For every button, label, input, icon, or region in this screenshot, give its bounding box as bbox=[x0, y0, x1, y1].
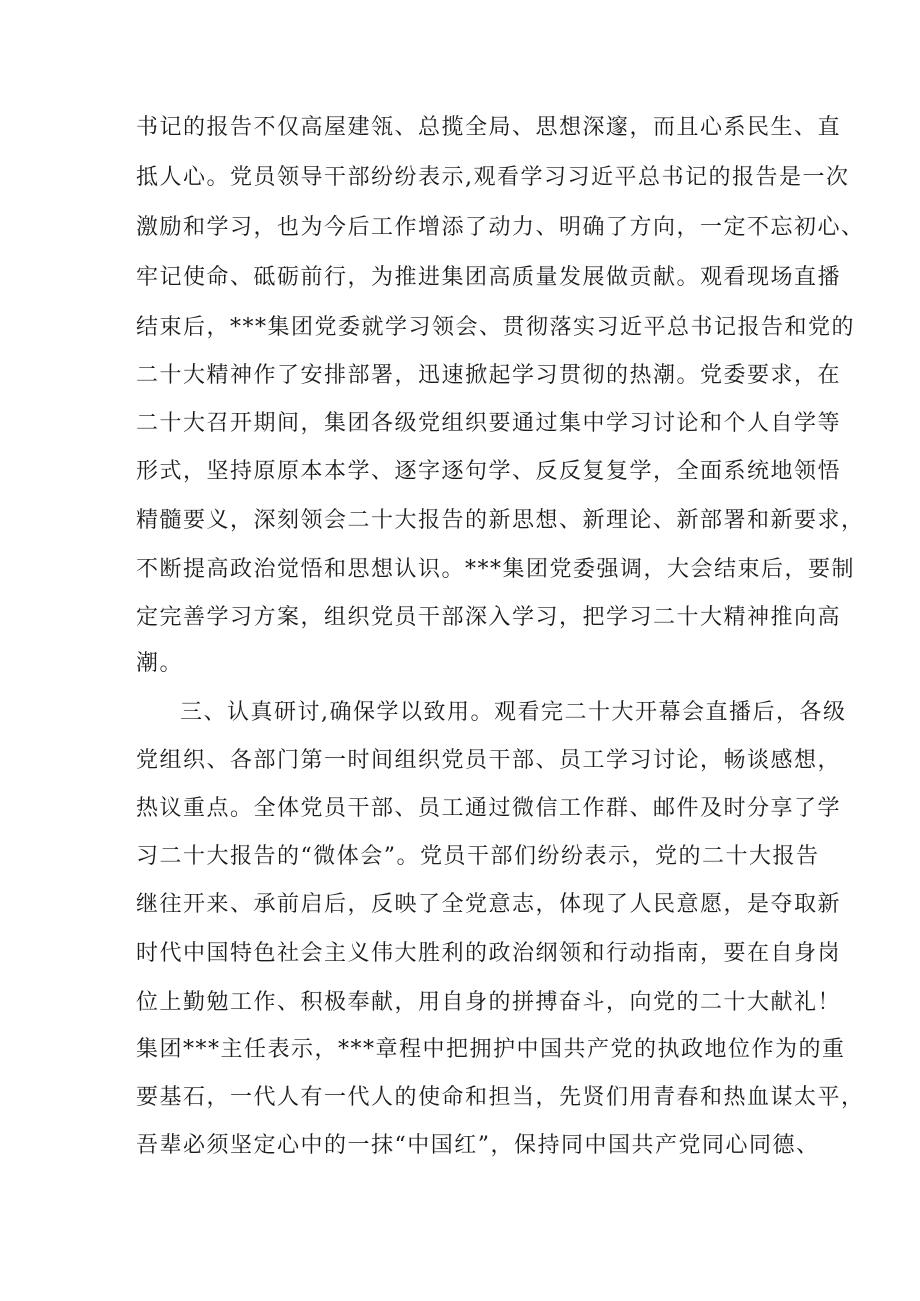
paragraph-1-line-5: 结束后，***集团党委就学习领会、贯彻落实习近平总书记报告和党的 bbox=[136, 315, 856, 340]
paragraph-2-line-2: 党组织、各部门第一时间组织党员干部、员工学习讨论，畅谈感想， bbox=[136, 748, 842, 773]
paragraph-1-line-8: 形式，坚持原原本本学、逐字逐句学、反反复复学，全面系统地领悟 bbox=[136, 459, 842, 484]
paragraph-1-line-4: 牢记使命、砥砺前行，为推进集团高质量发展做贡献。观看现场直播 bbox=[136, 265, 842, 290]
paragraph-1-line-2: 抵人心。党员领导干部纷纷表示,观看学习习近平总书记的报告是一次 bbox=[136, 165, 850, 190]
paragraph-2-line-10: 吾辈必须坚定心中的一抹“中国红”，保持同中国共产党同心同德、 bbox=[136, 1133, 820, 1158]
paragraph-2-line-3: 热议重点。全体党员干部、员工通过微信工作群、邮件及时分享了学 bbox=[136, 796, 842, 821]
paragraph-2-line-9: 要基石，一代人有一代人的使命和担当，先贤们用青春和热血谋太平， bbox=[136, 1085, 865, 1110]
paragraph-1-line-3: 激励和学习，也为今后工作增添了动力、明确了方向，一定不忘初心、 bbox=[136, 215, 865, 240]
paragraph-2-line-6: 时代中国特色社会主义伟大胜利的政治纲领和行动指南，要在自身岗 bbox=[136, 941, 842, 966]
paragraph-2-line-7: 位上勤勉工作、积极奉献，用自身的拼搏奋斗，向党的二十大献礼！ bbox=[136, 990, 842, 1015]
paragraph-1-line-10: 不断提高政治觉悟和思想认识。***集团党委强调，大会结束后，要制 bbox=[136, 557, 856, 582]
paragraph-2-line-5: 继往开来、承前启后，反映了全党意志，体现了人民意愿，是夺取新 bbox=[136, 892, 842, 917]
paragraph-1-line-12: 潮。 bbox=[136, 651, 184, 676]
paragraph-1-line-1: 书记的报告不仅高屋建瓴、总揽全局、思想深邃，而且心系民生、直 bbox=[136, 115, 842, 140]
paragraph-1-line-9: 精髓要义，深刻领会二十大报告的新思想、新理论、新部署和新要求， bbox=[136, 508, 865, 533]
paragraph-2-line-4: 习二十大报告的“微体会”。党员干部们纷纷表示，党的二十大报告 bbox=[136, 844, 820, 869]
paragraph-2-line-8: 集团***主任表示，***章程中把拥护中国共产党的执政地位作为的重 bbox=[136, 1037, 846, 1062]
paragraph-1-line-6: 二十大精神作了安排部署，迅速掀起学习贯彻的热潮。党委要求，在 bbox=[136, 363, 842, 388]
paragraph-1-line-11: 定完善学习方案，组织党员干部深入学习，把学习二十大精神推向高 bbox=[136, 605, 842, 630]
paragraph-1-line-7: 二十大召开期间，集团各级党组织要通过集中学习讨论和个人自学等 bbox=[136, 411, 842, 436]
paragraph-2-line-1: 三、认真研讨,确保学以致用。观看完二十大开幕会直播后，各级 bbox=[180, 700, 847, 725]
